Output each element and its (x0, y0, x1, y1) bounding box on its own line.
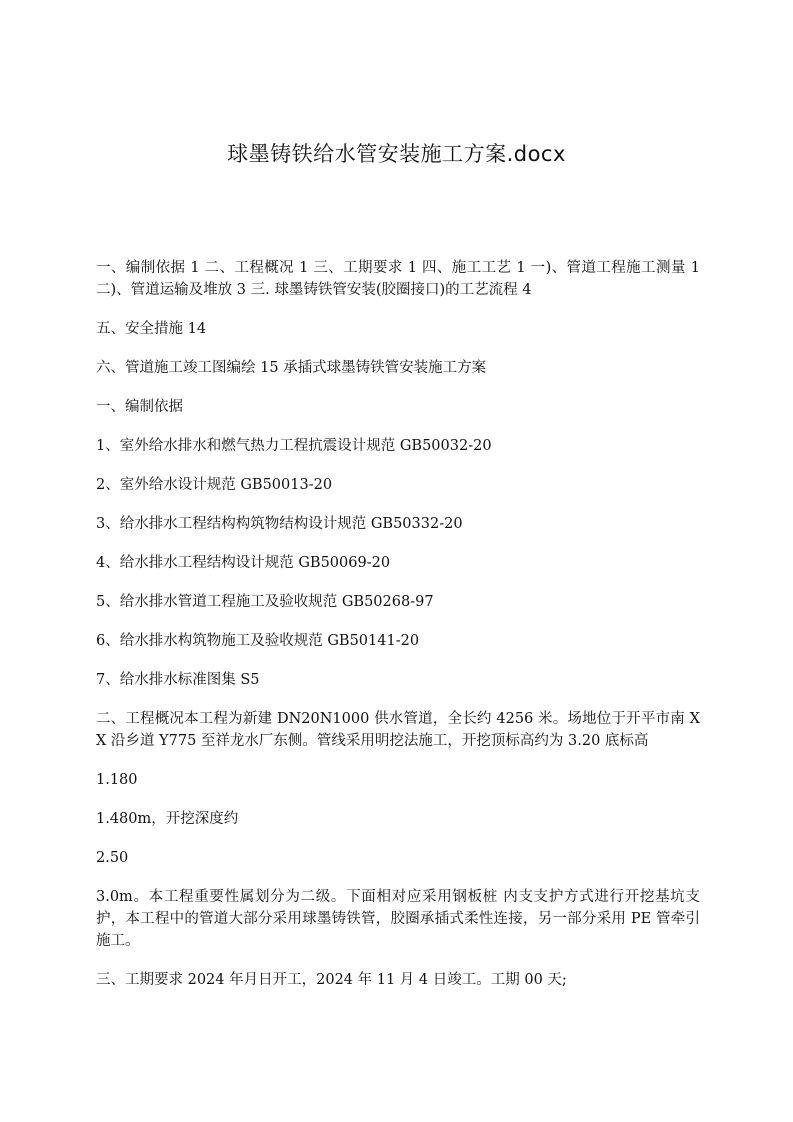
list-item: 5、给水排水管道工程施工及验收规范 GB50268-97 (96, 594, 434, 610)
elevation-depth-line: 1.480m，开挖深度约 (96, 811, 239, 827)
list-item: 1、室外给水排水和燃气热力工程抗震设计规范 GB50032-20 (96, 438, 492, 454)
list-item: 3、给水排水工程结构构筑物结构设计规范 GB50332-20 (96, 516, 463, 532)
document-title: 球墨铸铁给水管安装施工方案.docx (227, 142, 566, 166)
document-body (96, 257, 700, 1008)
project-overview-paragraph: 二、工程概况本工程为新建 DN20N1000 供水管道，全长约 4256 米。场地位于开平市南 XX 沿乡道 Y775 至祥龙水厂东侧。管线采用明挖法施工，开挖顶标高约为 3.20 底标高 (96, 711, 700, 749)
section-heading-basis: 一、编制依据 (96, 399, 183, 415)
depth-value: 2.50 (96, 850, 129, 866)
support-method-paragraph: 3.0m。本工程重要性属划分为二级。下面相对应采用钢板桩 内支支护方式进行开挖基坑支护，本工程中的管道大部分采用球墨铸铁管，胶圈承插式柔性连接，另一部分采用 PE 管牵引施工。 (96, 889, 700, 949)
list-item: 4、给水排水工程结构设计规范 GB50069-20 (96, 555, 391, 571)
list-item: 2、室外给水设计规范 GB50013-20 (96, 477, 333, 493)
list-item: 6、给水排水构筑物施工及验收规范 GB50141-20 (96, 633, 420, 649)
toc-safety-line: 五、安全措施 14 (96, 321, 207, 337)
list-item: 7、给水排水标准图集 S5 (96, 672, 260, 688)
toc-drawing-line: 六、管道施工竣工图编绘 15 承插式球墨铸铁管安装施工方案 (96, 360, 487, 376)
elevation-value: 1.180 (96, 772, 138, 788)
schedule-paragraph: 三、工期要求 2024 年月日开工，2024 年 11 月 4 日竣工。工期 00 天; (96, 972, 567, 988)
toc-paragraph: 一、编制依据 1 二、工程概况 1 三、工期要求 1 四、施工工艺 1 一)、管道工程施工测量 1 二)、管道运输及堆放 3 三. 球墨铸铁管安装(胶圈接口)的工艺流程 4 (96, 260, 700, 298)
